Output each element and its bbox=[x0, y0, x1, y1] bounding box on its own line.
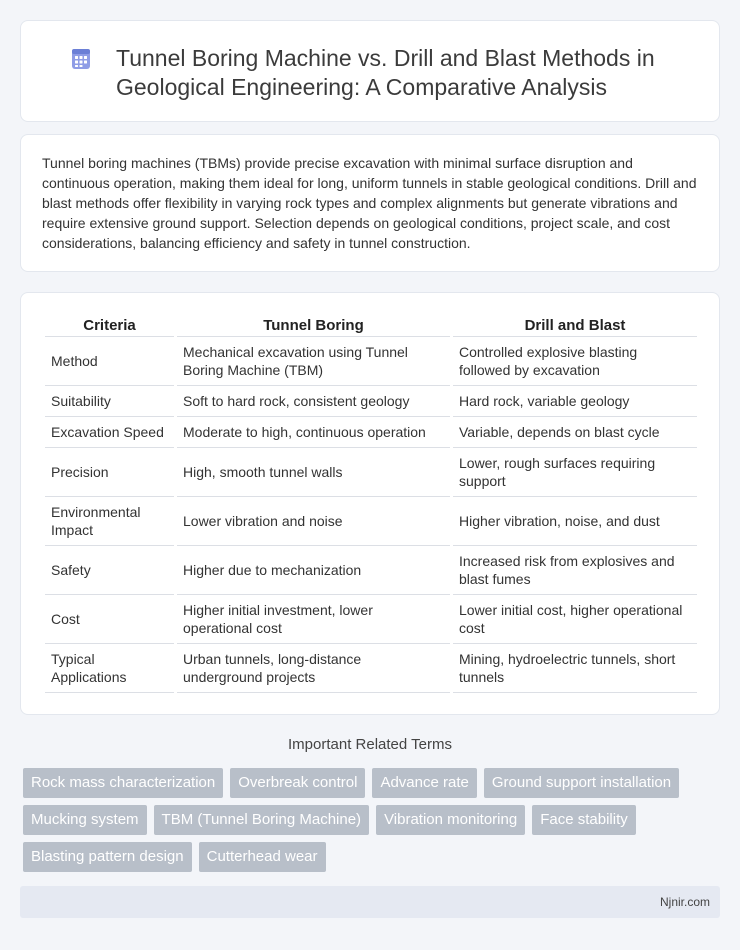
table-header-row bbox=[45, 315, 697, 337]
column-header-drill-and-blast: Drill and Blast bbox=[453, 315, 697, 337]
column-header-criteria: Criteria bbox=[45, 315, 174, 337]
table-row bbox=[45, 386, 697, 417]
table-cell: Environmental Impact bbox=[45, 497, 174, 546]
term-chip[interactable]: Vibration monitoring bbox=[376, 805, 525, 835]
title-card bbox=[20, 20, 720, 122]
table-cell: Hard rock, variable geology bbox=[453, 386, 697, 417]
table-cell: Suitability bbox=[45, 386, 174, 417]
table-cell: Mining, hydroelectric tunnels, short tunnels bbox=[453, 644, 697, 693]
table-cell: Increased risk from explosives and blast fumes bbox=[453, 546, 697, 595]
table-row bbox=[45, 644, 697, 693]
related-terms-list bbox=[23, 768, 723, 872]
table-row bbox=[45, 417, 697, 448]
footer-site-link[interactable]: Njnir.com bbox=[659, 895, 710, 909]
table-cell: Typical Applications bbox=[45, 644, 174, 693]
table-row bbox=[45, 448, 697, 497]
term-chip[interactable]: Overbreak control bbox=[230, 768, 365, 798]
table-row bbox=[45, 497, 697, 546]
comparison-table bbox=[42, 315, 700, 693]
term-chip[interactable]: Mucking system bbox=[23, 805, 147, 835]
document-grid-icon bbox=[69, 47, 93, 71]
table-cell: Excavation Speed bbox=[45, 417, 174, 448]
table-cell: Lower vibration and noise bbox=[177, 497, 450, 546]
table-cell: Precision bbox=[45, 448, 174, 497]
table-cell: Method bbox=[45, 337, 174, 386]
table-cell: Mechanical excavation using Tunnel Boring Machine (TBM) bbox=[177, 337, 450, 386]
term-chip[interactable]: Cutterhead wear bbox=[199, 842, 326, 872]
table-cell: Cost bbox=[45, 595, 174, 644]
page-title: Tunnel Boring Machine vs. Drill and Blast Methods in Geological Engineering: A Comparative Analysis bbox=[116, 45, 655, 100]
table-row bbox=[45, 337, 697, 386]
comparison-table-card bbox=[20, 292, 720, 715]
term-chip[interactable]: Face stability bbox=[532, 805, 636, 835]
table-cell: Higher due to mechanization bbox=[177, 546, 450, 595]
table-cell: Safety bbox=[45, 546, 174, 595]
term-chip[interactable]: Rock mass characterization bbox=[23, 768, 223, 798]
term-chip[interactable]: TBM (Tunnel Boring Machine) bbox=[154, 805, 370, 835]
term-chip[interactable]: Ground support installation bbox=[484, 768, 679, 798]
term-chip[interactable]: Advance rate bbox=[372, 768, 476, 798]
table-cell: Moderate to high, continuous operation bbox=[177, 417, 450, 448]
table-cell: Urban tunnels, long-distance underground projects bbox=[177, 644, 450, 693]
table-cell: Higher vibration, noise, and dust bbox=[453, 497, 697, 546]
table-cell: Lower initial cost, higher operational cost bbox=[453, 595, 697, 644]
term-chip[interactable]: Blasting pattern design bbox=[23, 842, 192, 872]
table-row bbox=[45, 595, 697, 644]
column-header-tunnel-boring: Tunnel Boring bbox=[177, 315, 450, 337]
table-cell: Variable, depends on blast cycle bbox=[453, 417, 697, 448]
related-terms-heading: Important Related Terms bbox=[288, 736, 452, 753]
table-cell: Lower, rough surfaces requiring support bbox=[453, 448, 697, 497]
table-row bbox=[45, 546, 697, 595]
table-cell: High, smooth tunnel walls bbox=[177, 448, 450, 497]
footer bbox=[20, 886, 720, 918]
summary-text: Tunnel boring machines (TBMs) provide precise excavation with minimal surface disruption and continuous operation, making them ideal for long, uniform tunnels in stable geological conditions. Drill and blast methods offer flexibility in varying rock types and complex alignments but generate vibrations and require extensive ground support. Selection depends on geological conditions, project scale, and cost considerations, balancing efficiency and safety in tunnel construction. bbox=[42, 155, 697, 251]
table-cell: Soft to hard rock, consistent geology bbox=[177, 386, 450, 417]
table-cell: Controlled explosive blasting followed by excavation bbox=[453, 337, 697, 386]
table-cell: Higher initial investment, lower operational cost bbox=[177, 595, 450, 644]
summary-card bbox=[20, 134, 720, 272]
